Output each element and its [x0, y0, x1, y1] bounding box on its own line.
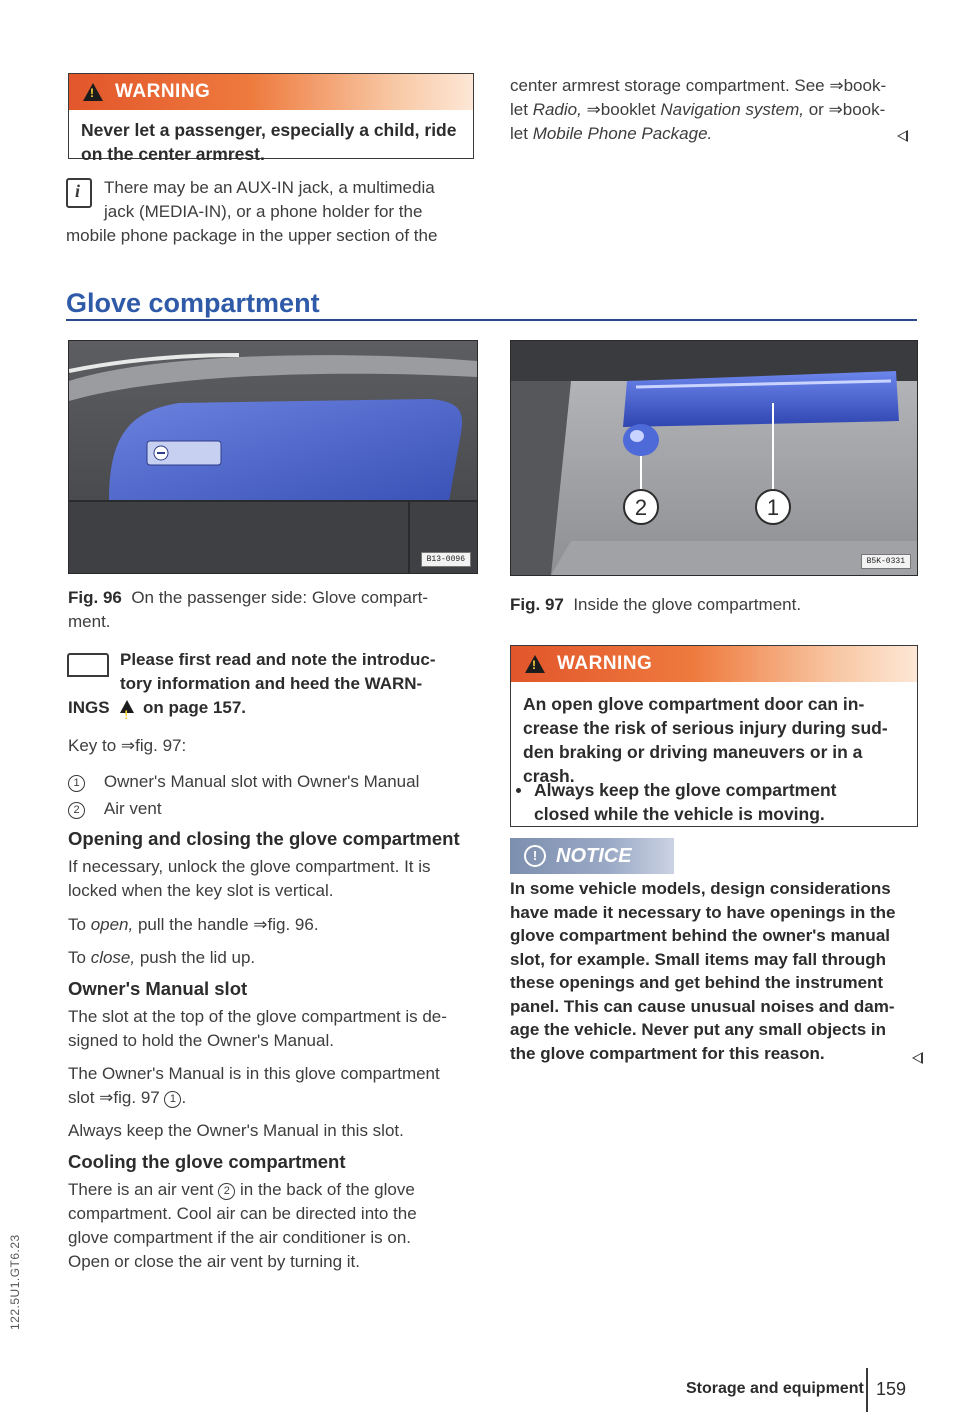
info-note-line-1: There may be an AUX-IN jack, a multimedia — [104, 178, 435, 197]
cooling-heading: Cooling the glove compartment — [68, 1151, 346, 1172]
glove-compartment-interior-image — [511, 341, 917, 575]
notice-icon: ! — [524, 845, 546, 867]
opening-p1-line-2: locked when the key slot is vertical. — [68, 881, 334, 900]
manual-slot-p2-line-2: slot ⇒fig. 97 1 . — [68, 1088, 187, 1107]
right-top-line-3: let Mobile Phone Package. — [510, 124, 713, 143]
warning-2-header-text: WARNING — [557, 653, 653, 674]
warning-2-triangle-icon — [525, 655, 545, 673]
cooling-line-3: glove compartment if the air conditioner is on. — [68, 1228, 412, 1247]
footer-section-name: Storage and equipment — [686, 1380, 864, 1397]
figure-96-code: B13-0096 — [421, 552, 471, 567]
figure-97-caption: Fig. 97 Inside the glove compartment. — [510, 595, 802, 614]
info-note-line-2: jack (MEDIA-IN), or a phone holder for the — [104, 202, 423, 221]
opening-p2: To open, pull the handle ⇒fig. 96. — [68, 915, 319, 934]
intro-line-3: INGS ! on page 157. — [68, 696, 246, 720]
warning-triangle-icon — [83, 83, 103, 101]
opening-p1-line-1: If necessary, unlock the glove compartment. It is — [68, 857, 431, 876]
warning-box-armrest — [68, 73, 474, 164]
right-top-line-1: center armrest storage compartment. See ⇒book- — [510, 76, 887, 95]
notice-body: In some vehicle models, design considerations have made it necessary to have openings in the glove compartment behind the owner's manual slot, for example. Small items may fall through these openings and get behind the instrument panel. This can cause unusual noises and dam- age the vehicle. Never put any small objects in the glove compartment for this reason. — [510, 879, 896, 1063]
warning-body: Never let a passenger, especially a child, ride on the center armrest. — [81, 120, 457, 164]
manual-slot-heading: Owner's Manual slot — [68, 978, 248, 999]
figure-97-photo — [510, 340, 918, 576]
figure-97-code: B5K-0331 — [861, 554, 911, 569]
cooling-line-4: Open or close the air vent by turning it. — [68, 1252, 360, 1271]
intro-line-1: Please first read and note the introduc- — [120, 650, 436, 669]
info-note-line-3: mobile phone package in the upper section of the — [66, 226, 438, 245]
warning-header-text: WARNING — [115, 81, 211, 102]
manual-slot-p3: Always keep the Owner's Manual in this slot. — [68, 1121, 404, 1140]
manual-slot-p1-line-1: The slot at the top of the glove compartment is de- — [68, 1007, 447, 1026]
warning-triangle-inline-icon — [120, 700, 134, 713]
key-item-2: 2 Air vent — [68, 797, 162, 821]
key-item-1: 1 Owner's Manual slot with Owner's Manual — [68, 770, 419, 794]
glove-compartment-exterior-image — [69, 341, 477, 573]
warning-2-header — [511, 646, 917, 682]
key-label: Key to ⇒fig. 97: — [68, 736, 187, 755]
warning-header — [69, 74, 473, 110]
callout-2: 2 — [634, 495, 648, 520]
warning-2-bullet: Always keep the glove compartment closed while the vehicle is moving. — [522, 778, 836, 826]
manual-slot-p2-line-1: The Owner's Manual is in this glove compartment — [68, 1064, 440, 1083]
section-title: Glove compartment — [66, 288, 320, 318]
callout-1: 1 — [766, 495, 780, 520]
section-rule — [66, 319, 917, 321]
figure-96-photo — [68, 340, 478, 574]
cooling-line-1: There is an air vent 2 in the back of the glove — [68, 1180, 415, 1199]
opening-p3: To close, push the lid up. — [68, 948, 256, 967]
manual-slot-p1-line-2: signed to hold the Owner's Manual. — [68, 1031, 334, 1050]
cooling-line-2: compartment. Cool air can be directed into the — [68, 1204, 417, 1223]
info-icon: i — [66, 178, 92, 208]
figure-96-caption-line-1: Fig. 96 On the passenger side: Glove compart- — [68, 588, 429, 607]
section-end-marker — [897, 130, 908, 142]
opening-heading: Opening and closing the glove compartment — [68, 828, 460, 849]
footer-divider — [866, 1368, 868, 1412]
intro-line-2: tory information and heed the WARN- — [120, 674, 423, 693]
document-code: 122.5U1.GT6.23 — [8, 1234, 22, 1330]
warning-2-body: An open glove compartment door can in- crease the risk of serious injury during sud- den braking or driving maneuvers or in a crash. — [523, 694, 888, 786]
read-first-book-icon — [64, 650, 108, 676]
page-number: 159 — [876, 1379, 907, 1399]
notice-header: ! NOTICE — [510, 838, 674, 874]
notice-end-marker — [912, 1052, 923, 1064]
right-top-line-2: let Radio, ⇒booklet Navigation system, or ⇒book- — [510, 100, 886, 119]
figure-96-caption-line-2: ment. — [68, 612, 111, 631]
